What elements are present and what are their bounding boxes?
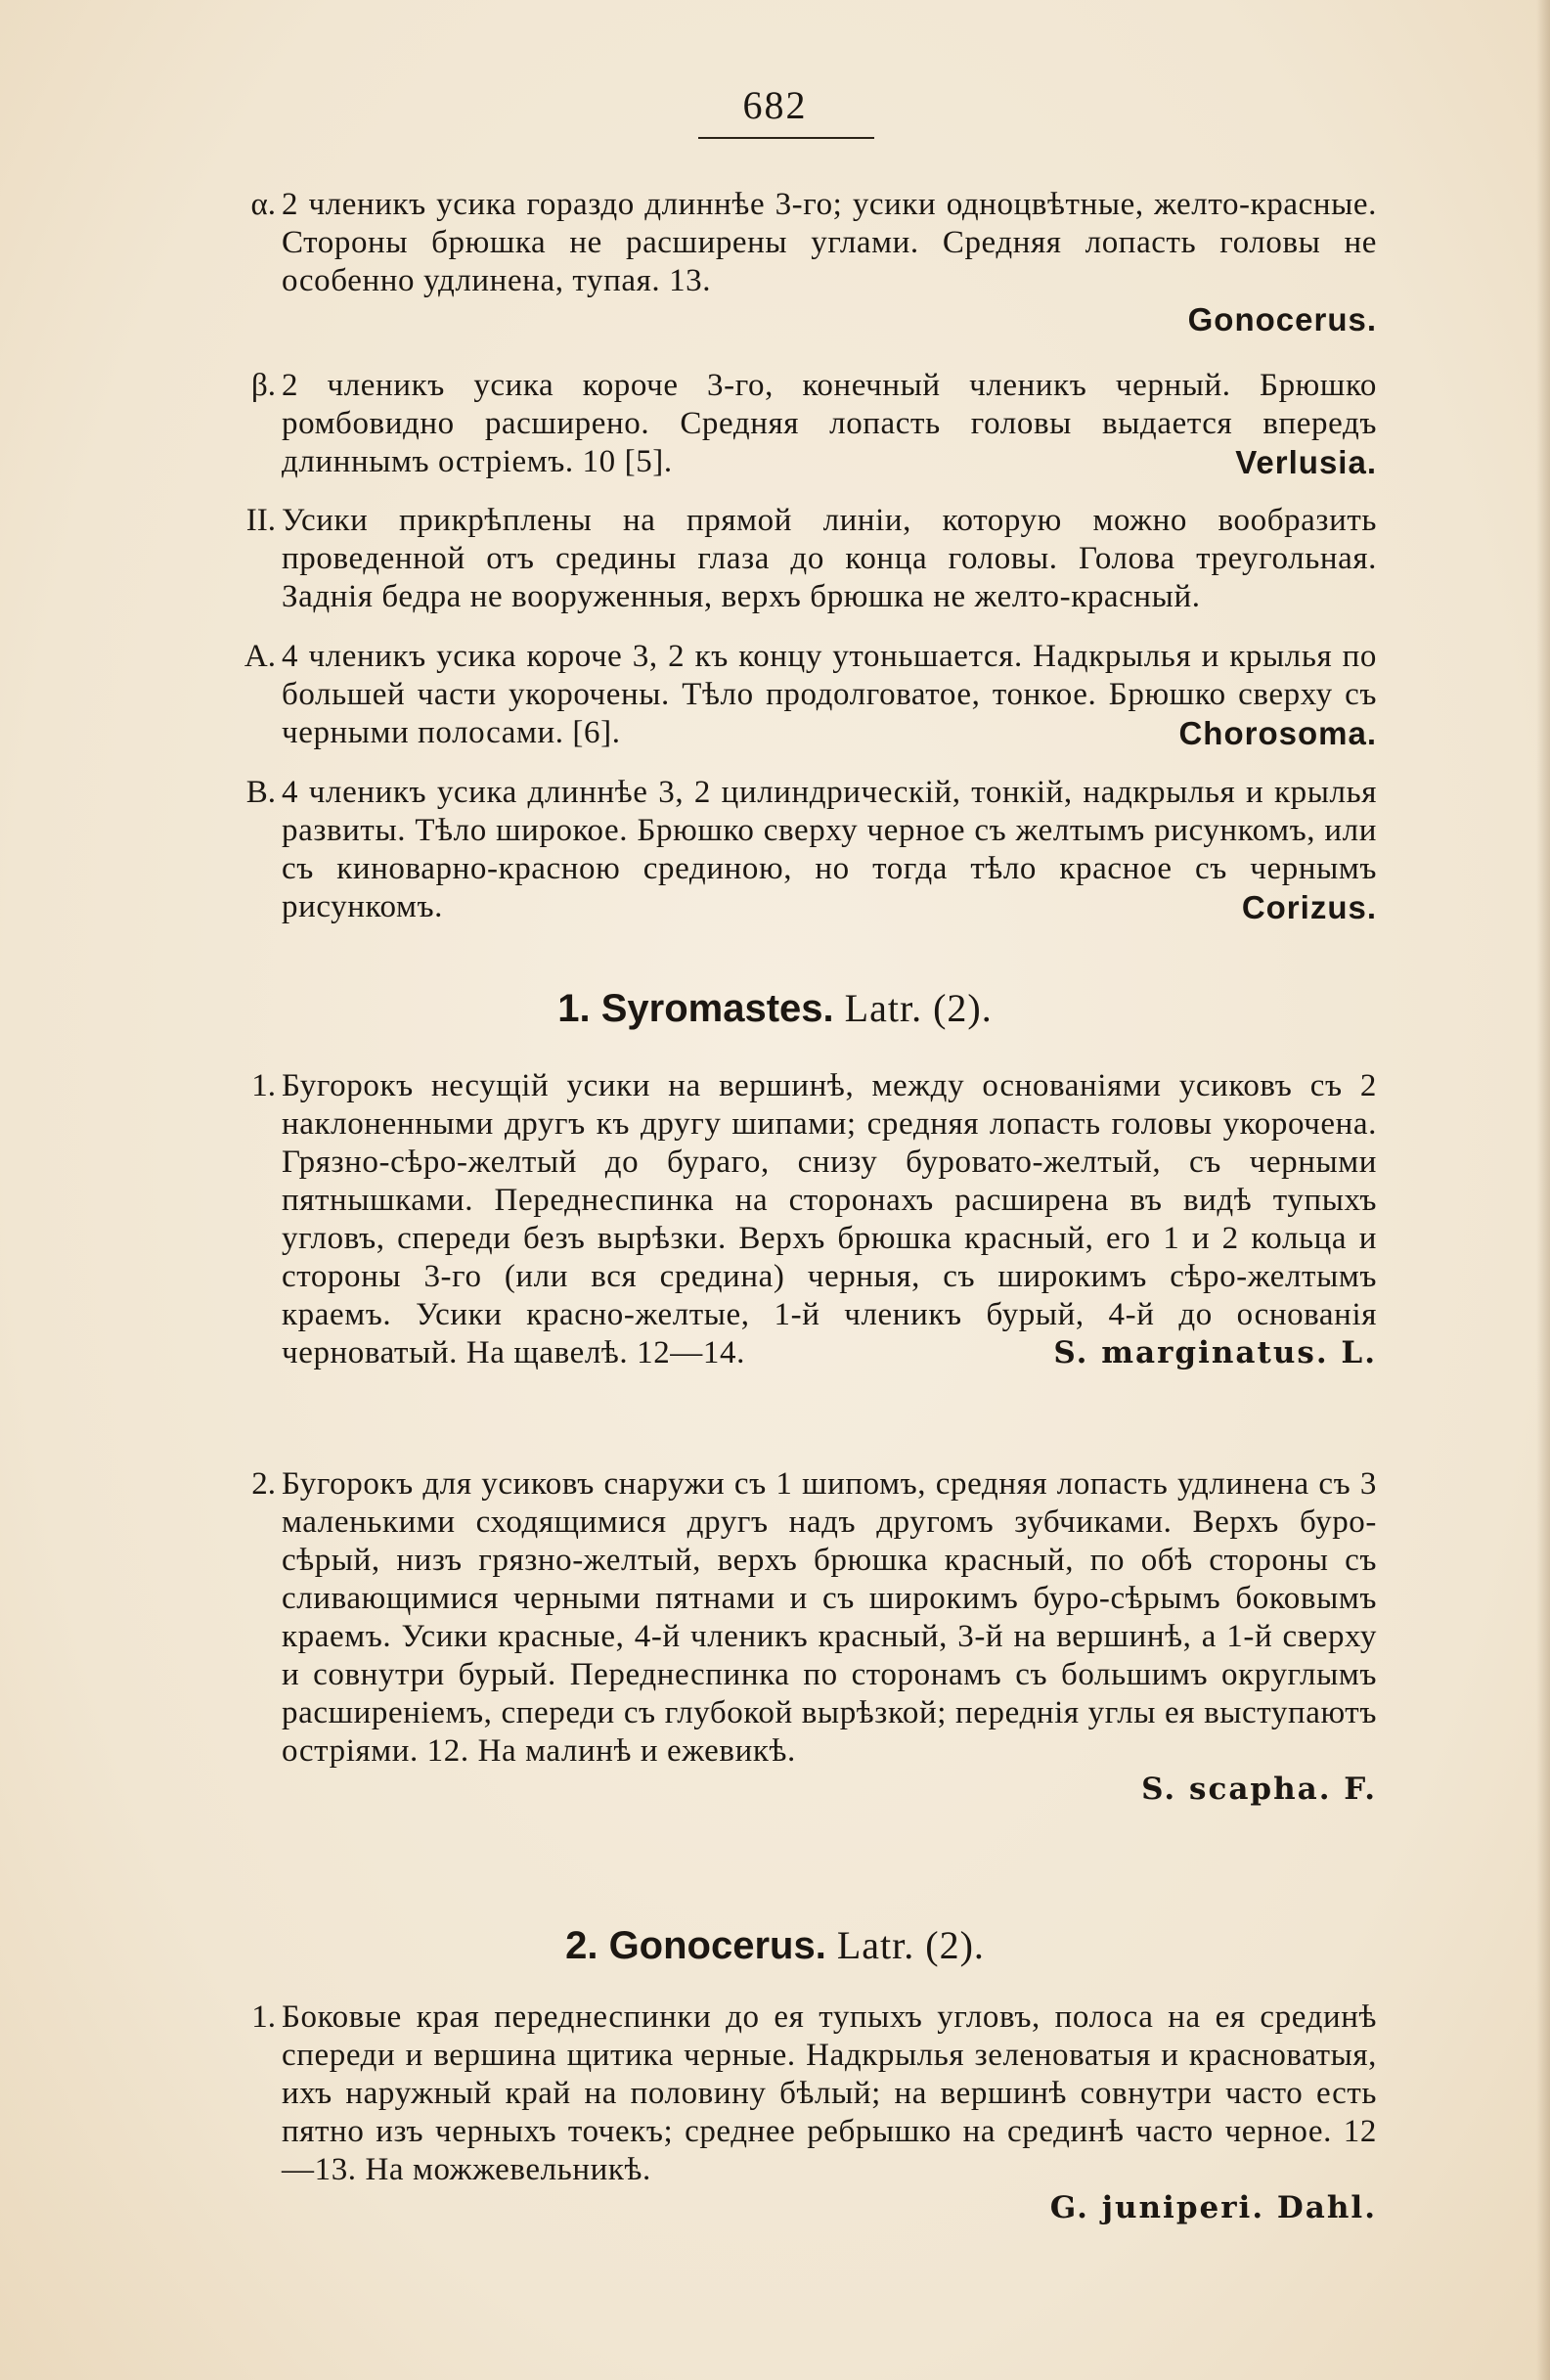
entry-text: 4 членикъ усика длиннѣе 3, 2 цилиндрическій, тонкій, надкрылья и крылья развиты. Тѣло широкое. Брюшко сверху черное съ желтымъ рисункомъ, или съ киноварно-красною срединою, но тогда тѣло красное съ чернымъ рисункомъ. xyxy=(282,775,1377,924)
section-heading-gonocerus xyxy=(0,1923,1550,1968)
entry-marker: α. xyxy=(250,187,276,222)
entry-marker: β. xyxy=(250,368,276,403)
genus-name: Gonocerus. xyxy=(1187,301,1377,337)
key-entry-ii xyxy=(221,502,1377,616)
entry-text: Боковые края переднеспинки до ея тупыхъ угловъ, полоса на ея срединѣ спереди и вершина щитика черные. Надкрылья зеленоватыя и красноватыя, ихъ наружный край на половину бѣлый; на вершинѣ совнутри часто есть пятно изъ черныхъ точекъ; среднее ребрышко на срединѣ часто черное. 12—13. На можжевельникѣ. xyxy=(282,1999,1377,2187)
genus-name: Corizus. xyxy=(1241,889,1377,925)
entry-marker: 1. xyxy=(251,1999,276,2035)
key-entry-alpha xyxy=(221,186,1377,338)
entry-marker: II. xyxy=(245,503,276,538)
entry-text: 2 членикъ усика гораздо длиннѣе 3-го; усики одноцвѣтные, желто-красные. Стороны брюшка не расширены углами. Средняя лопасть головы не особенно удлинена, тупая. 13. xyxy=(282,187,1377,298)
page-edge-shadow xyxy=(1536,0,1550,2380)
entry-text: Бугорокъ для усиковъ снаружи съ 1 шипомъ, средняя лопасть удлинена съ 3 маленькими сходящимися другъ надъ другомъ зубчиками. Верхъ буро-сѣрый, низъ грязно-желтый, верхъ брюшка красный, по обѣ стороны съ сливающимися черными пятнами и съ широкимъ буро-сѣрымъ боковымъ краемъ. Усики красные, 4-й членикъ красный, 3-й на вершинѣ, а 1-й сверху и совнутри бурый. Переднеспинка по сторонамъ съ большимъ округлымъ расширеніемъ, спереди съ глубокой вырѣзкой; переднія углы ея выступаютъ остріями. 12. На малинѣ и ежевикѣ. xyxy=(282,1466,1377,1769)
genus-name: Chorosoma. xyxy=(1178,715,1377,751)
entry-marker: B. xyxy=(245,775,276,810)
species-entry xyxy=(221,1998,1377,2227)
section-heading-syromastes xyxy=(0,986,1550,1031)
entry-text: Усики прикрѣплены на прямой линіи, которую можно вообразить проведенной отъ средины глаза до конца головы. Голова треугольная. Заднія бедра не вооруженныя, верхъ брюшка не желто-красный. xyxy=(282,503,1377,614)
entry-marker: A. xyxy=(244,639,276,674)
species-name: S. marginatus. L. xyxy=(1053,1335,1377,1370)
entry-marker: 1. xyxy=(251,1068,276,1103)
section-genus-name: 1. Syromastes. xyxy=(557,987,834,1030)
species-entry xyxy=(221,1067,1377,1372)
species-entry xyxy=(221,1465,1377,1809)
entry-text: 2 членикъ усика короче 3-го, конечный членикъ черный. Брюшко ромбовидно расширено. Средняя лопасть головы выдается впередъ длиннымъ остріемъ. 10 [5]. xyxy=(282,368,1377,479)
section-author: Latr. (2). xyxy=(825,1923,985,1967)
key-entry-a xyxy=(221,638,1377,752)
entry-text: Бугорокъ несущій усики на вершинѣ, между основаніями усиковъ съ 2 наклоненными другъ къ другу шипами; средняя лопасть головы укорочена. Грязно-сѣро-желтый до бураго, снизу буровато-желтый, съ черными пятнышками. Переднеспинка на сторонахъ расширена въ видѣ тупыхъ угловъ, спереди безъ вырѣзки. Верхъ брюшка красный, его 1 и 2 кольца и стороны 3-го (или вся средина) черныя, съ широкимъ сѣро-желтымъ краемъ. Усики красно-желтые, 1-й членикъ бурый, 4-й до основанія черноватый. На щавелѣ. 12—14. xyxy=(282,1068,1377,1370)
species-name: G. juniperi. Dahl. xyxy=(1049,2190,1377,2225)
page-number: 682 xyxy=(742,83,808,127)
page-number-rule xyxy=(698,137,874,139)
species-name: S. scapha. F. xyxy=(1141,1772,1377,1807)
entry-text: 4 членикъ усика короче 3, 2 къ концу утоньшается. Надкрылья и крылья по большей части укорочены. Тѣло продолговатое, тонкое. Брюшко сверху съ черными полосами. [6]. xyxy=(282,639,1377,750)
section-author: Latr. (2). xyxy=(833,986,993,1030)
genus-name: Verlusia. xyxy=(1235,444,1377,480)
entry-marker: 2. xyxy=(251,1466,276,1502)
key-entry-beta xyxy=(221,367,1377,481)
key-entry-b xyxy=(221,774,1377,926)
section-genus-name: 2. Gonocerus. xyxy=(565,1924,826,1967)
